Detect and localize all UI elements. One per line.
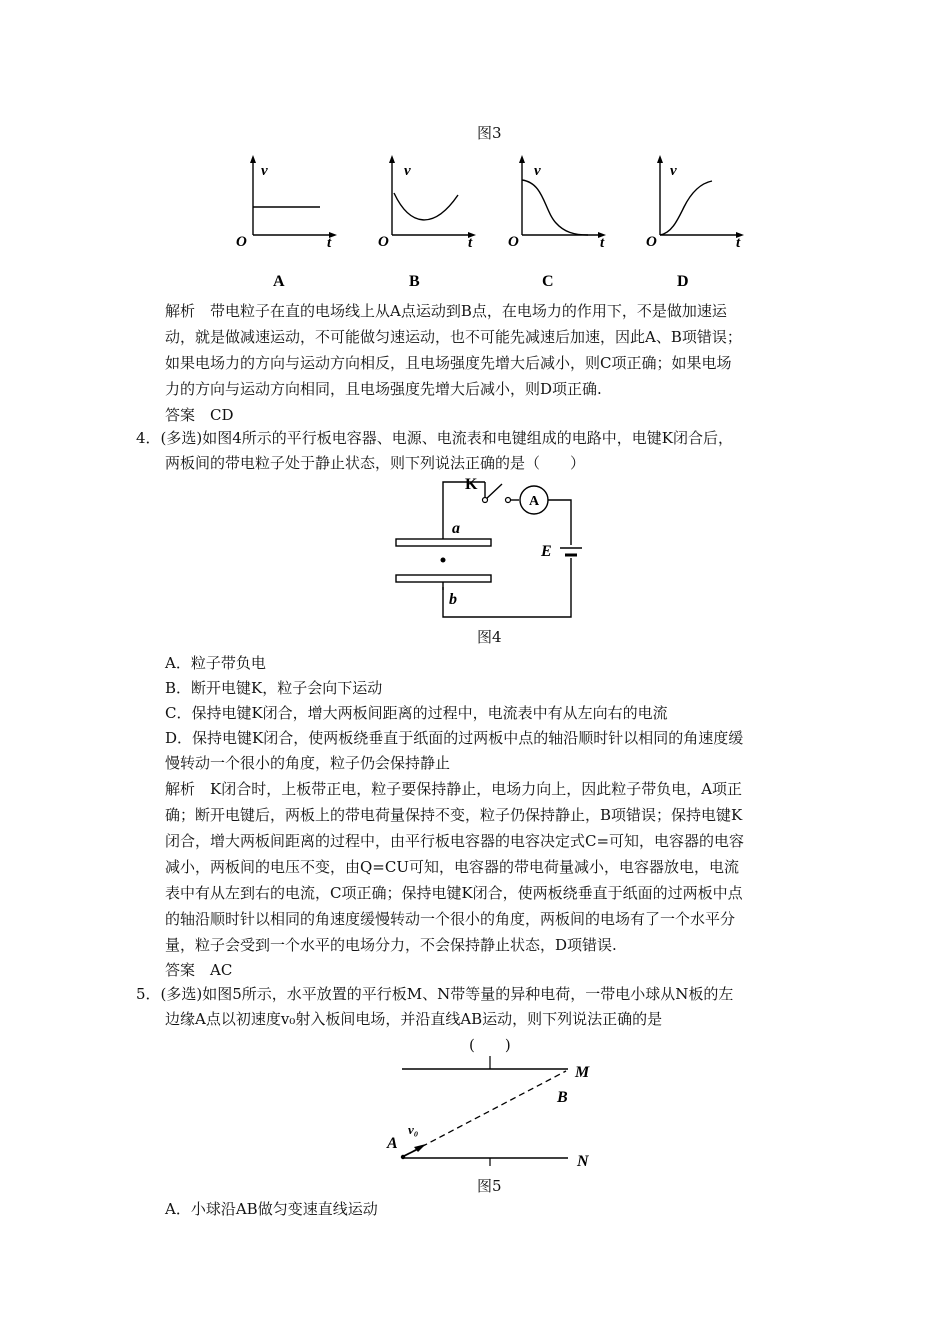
plate-n-label: N [577,1153,589,1170]
graph-c-origin-label: O [508,234,519,250]
q4-option-a: A．粒子带负电 [165,654,266,672]
q4-analysis-line: 表中有从左到右的电流，C项正确；保持电键K闭合，使两板绕垂直于纸面的过两板中点 [165,884,743,902]
q3-analysis-line: 如果电场力的方向与运动方向相反，且电场强度先增大后减小，则C项正确；如果电场 [165,354,732,372]
plate-m-label: M [575,1064,590,1081]
figure-3-caption: 图3 [477,124,502,142]
q4-option-d: D．保持电键K闭合，使两板绕垂直于纸面的过两板中点的轴沿顺时针以相同的角速度缓 [165,729,744,747]
graph-d-origin-label: O [646,234,657,250]
q4-answer: 答案 AC [165,961,233,979]
q4-stem-line: 两板间的带电粒子处于静止状态，则下列说法正确的是（ ） [165,454,586,472]
graph-a-v-label: v [261,163,268,179]
q4-option-b: B．断开电键K，粒子会向下运动 [165,679,383,697]
q4-option-c: C．保持电键K闭合，增大两板间距离的过程中，电流表中有从左向右的电流 [165,704,668,722]
battery-label: E [541,543,552,560]
q4-analysis-line: 减小，两板间的电压不变，由Q=CU可知，电容器的带电荷量减小，电容器放电，电流 [165,858,739,876]
graph-a-option-label: A [273,273,285,290]
graph-c-v-label: v [534,163,541,179]
q4-stem-line: 4．(多选)如图4所示的平行板电容器、电源、电流表和电键组成的电路中，电键K闭合后， [136,429,734,447]
ammeter-label: A [529,494,540,509]
path-ab [404,1071,566,1156]
graph-a-origin-label: O [236,234,247,250]
plate-b-label: b [449,591,457,608]
graph-b-origin-label: O [378,234,389,250]
figure-4-caption: 图4 [477,628,502,646]
graph-a-t-label: t [327,235,332,251]
q4-analysis-line: 确；断开电键后，两板上的带电荷量保持不变，粒子仍保持静止，B项错误；保持电键K [165,806,743,824]
q4-analysis-line: 的轴沿顺时针以相同的角速度缓慢转动一个很小的角度，两板间的电场有了一个水平分 [165,910,736,928]
q5-option-a: A．小球沿AB做匀变速直线运动 [165,1200,378,1218]
graph-b-option-label: B [409,273,420,290]
velocity-label: v₀ [408,1122,419,1137]
q4-analysis-line: 解析 K闭合时，上板带正电，粒子要保持静止，电场力向上，因此粒子带负电，A项正 [165,780,743,798]
point-b-label: B [557,1089,568,1106]
graph-d-option-label: D [677,273,689,290]
graph-c-t-label: t [600,235,605,251]
q3-analysis-line: 力的方向与运动方向相同，且电场强度先增大后减小，则D项正确. [165,380,602,398]
q5-stem-line: 5．(多选)如图5所示，水平放置的平行板M、N带等量的异种电荷，一带电小球从N板的左 [136,985,734,1003]
figure-5-caption: 图5 [477,1177,502,1195]
q4-analysis-line: 量，粒子会受到一个水平的电场分力，不会保持静止状态，D项错误. [165,936,617,954]
q5-answer-blank: ( ) [469,1036,511,1054]
plate-a-label: a [452,520,460,537]
q3-answer: 答案 CD [165,406,234,424]
graph-c-option-label: C [542,273,554,290]
switch-label: K [465,476,478,493]
graph-b-v-label: v [404,163,411,179]
point-a-dot [401,1155,405,1159]
q4-option-d-cont: 慢转动一个很小的角度，粒子仍会保持静止 [165,754,451,772]
point-a-label: A [387,1135,398,1152]
q5-stem-line: 边缘A点以初速度v₀射入板间电场，并沿直线AB运动，则下列说法正确的是 [165,1010,663,1028]
graph-b-t-label: t [468,235,473,251]
q4-analysis-line: 闭合，增大两板间距离的过程中，由平行板电容器的电容决定式C=可知，电容器的电容 [165,832,745,850]
graph-d-t-label: t [736,235,741,251]
q3-analysis-line: 解析 带电粒子在直的电场线上从A点运动到B点，在电场力的作用下，不是做加速运 [165,302,727,320]
graph-d-v-label: v [670,163,677,179]
q3-analysis-line: 动，就是做减速运动，不可能做匀速运动，也不可能先减速后加速，因此A、B项错误； [165,328,742,346]
